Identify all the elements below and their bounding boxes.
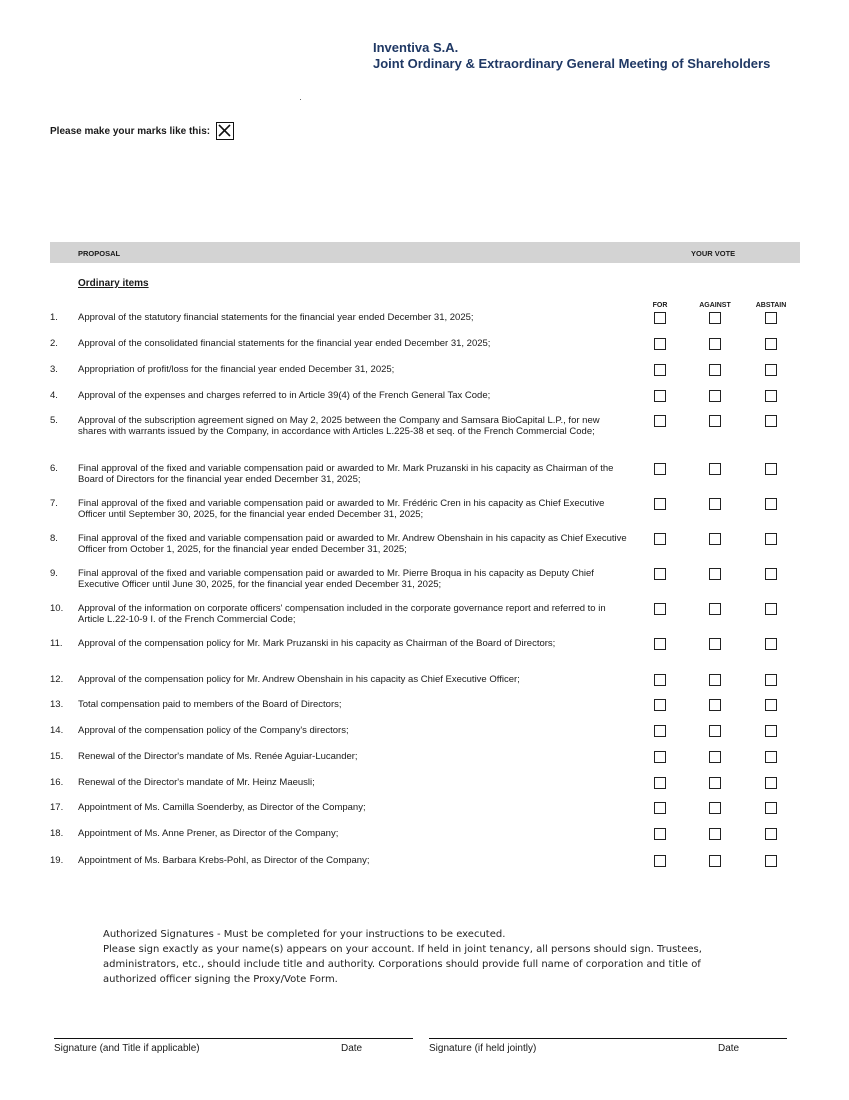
document-header [373, 40, 770, 72]
date-1-label: Date [341, 1043, 363, 1054]
proposal-text: Approval of the consolidated financial statements for the financial year ended December 31, 2025; [78, 338, 491, 349]
section-title: Ordinary items [78, 278, 149, 289]
proposal-text: Renewal of the Director's mandate of Mr. Heinz Maeusli; [78, 777, 315, 788]
vote-abstain-checkbox[interactable] [765, 751, 777, 763]
proposal-text: Appointment of Ms. Barbara Krebs-Pohl, as Director of the Company; [78, 855, 370, 866]
vote-abstain-checkbox[interactable] [765, 390, 777, 402]
vote-abstain-checkbox[interactable] [765, 699, 777, 711]
signature-line-1[interactable] [54, 1038, 413, 1039]
proposal-number: 9. [50, 568, 58, 579]
vote-against-checkbox[interactable] [709, 638, 721, 650]
vote-against-checkbox[interactable] [709, 312, 721, 324]
column-against: AGAINST [699, 302, 731, 309]
proposal-number: 11. [50, 638, 63, 649]
vote-against-checkbox[interactable] [709, 338, 721, 350]
vote-for-checkbox[interactable] [654, 751, 666, 763]
proposal-text: Appointment of Ms. Anne Prener, as Director of the Company; [78, 828, 339, 839]
vote-against-checkbox[interactable] [709, 828, 721, 840]
proposal-text: Final approval of the fixed and variable compensation paid or awarded to Mr. Mark Pruzanski in his capacity as Chairman of the Board of Directors for the financial year ended December 31, 2025; [78, 463, 614, 485]
proposal-text: Approval of the expenses and charges referred to in Article 39(4) of the French General Tax Code; [78, 390, 491, 401]
proposal-number: 17. [50, 802, 64, 813]
meeting-title: Joint Ordinary & Extraordinary General Meeting of Shareholders [373, 56, 771, 71]
proposal-number: 8. [50, 533, 58, 544]
vote-abstain-checkbox[interactable] [765, 603, 777, 615]
proposal-number: 4. [50, 390, 58, 401]
vote-against-checkbox[interactable] [709, 603, 721, 615]
vote-for-checkbox[interactable] [654, 638, 666, 650]
proposal-text: Appropriation of profit/loss for the financial year ended December 31, 2025; [78, 364, 395, 375]
proposal-text: Final approval of the fixed and variable compensation paid or awarded to Mr. Pierre Broqua in his capacity as Deputy Chief Executive Officer until June 30, 2025, for the financial year ended December 31, 2025; [78, 568, 594, 590]
proposal-number: 18. [50, 828, 64, 839]
column-abstain: ABSTAIN [755, 302, 787, 309]
vote-for-checkbox[interactable] [654, 725, 666, 737]
proposal-text: Final approval of the fixed and variable compensation paid or awarded to Mr. Frédéric Cren in his capacity as Chief Executive Officer until September 30, 2025, for the financial year ended December 31, 2025; [78, 498, 605, 520]
proposal-text: Renewal of the Director's mandate of Ms. Renée Aguiar-Lucander; [78, 751, 358, 762]
proposal-text: Final approval of the fixed and variable compensation paid or awarded to Mr. Andrew Obenshain in his capacity as Chief Executive Officer from October 1, 2025, for the financial year ended December 31, 2025; [78, 533, 627, 555]
proposal-number: 12. [50, 674, 64, 685]
vote-abstain-checkbox[interactable] [765, 568, 777, 580]
vote-against-checkbox[interactable] [709, 415, 721, 427]
proposal-number: 3. [50, 364, 58, 375]
vote-abstain-checkbox[interactable] [765, 725, 777, 737]
proposal-text: Approval of the subscription agreement signed on May 2, 2025 between the Company and Samsara BioCapital L.P., for new shares with warrants issued by the Company, in accordance with Articles L.225-38 et seq. of the French Commercial Code; [78, 415, 600, 437]
vote-for-checkbox[interactable] [654, 802, 666, 814]
proposal-text: Appointment of Ms. Camilla Soenderby, as Director of the Company; [78, 802, 366, 813]
vote-for-checkbox[interactable] [654, 855, 666, 867]
vote-against-checkbox[interactable] [709, 751, 721, 763]
vote-against-checkbox[interactable] [709, 725, 721, 737]
vote-against-checkbox[interactable] [709, 777, 721, 789]
sample-checked-box-icon [216, 122, 234, 140]
vote-against-checkbox[interactable] [709, 364, 721, 376]
vote-abstain-checkbox[interactable] [765, 498, 777, 510]
vote-abstain-checkbox[interactable] [765, 312, 777, 324]
proposal-number: 14. [50, 725, 64, 736]
proposal-number: 1. [50, 312, 58, 323]
vote-abstain-checkbox[interactable] [765, 338, 777, 350]
vote-abstain-checkbox[interactable] [765, 533, 777, 545]
vote-for-checkbox[interactable] [654, 777, 666, 789]
vote-abstain-checkbox[interactable] [765, 364, 777, 376]
vote-abstain-checkbox[interactable] [765, 802, 777, 814]
proposal-number: 15. [50, 751, 64, 762]
proposal-text: Total compensation paid to members of the Board of Directors; [78, 699, 342, 710]
vote-against-checkbox[interactable] [709, 674, 721, 686]
vote-for-checkbox[interactable] [654, 390, 666, 402]
vote-for-checkbox[interactable] [654, 338, 666, 350]
column-for: FOR [652, 302, 668, 309]
marks-label: Please make your marks like this: [50, 125, 211, 137]
proposal-number: 13. [50, 699, 64, 710]
vote-against-checkbox[interactable] [709, 699, 721, 711]
proposal-number: 16. [50, 777, 64, 788]
vote-for-checkbox[interactable] [654, 498, 666, 510]
proposal-text: Approval of the compensation policy for Mr. Mark Pruzanski in his capacity as Chairman of the Board of Directors; [78, 638, 556, 649]
vote-for-checkbox[interactable] [654, 699, 666, 711]
table-header-band [50, 242, 800, 263]
vote-abstain-checkbox[interactable] [765, 415, 777, 427]
vote-abstain-checkbox[interactable] [765, 463, 777, 475]
vote-against-checkbox[interactable] [709, 498, 721, 510]
vote-against-checkbox[interactable] [709, 802, 721, 814]
signature-2-label: Signature (if held jointly) [429, 1043, 537, 1054]
vote-for-checkbox[interactable] [654, 828, 666, 840]
vote-abstain-checkbox[interactable] [765, 674, 777, 686]
vote-for-checkbox[interactable] [654, 463, 666, 475]
vote-for-checkbox[interactable] [654, 603, 666, 615]
proposal-number: 10. [50, 603, 64, 614]
proposal-number: 5. [50, 415, 58, 426]
proposal-number: 2. [50, 338, 58, 349]
vote-for-checkbox[interactable] [654, 312, 666, 324]
vote-for-checkbox[interactable] [654, 364, 666, 376]
vote-for-checkbox[interactable] [654, 674, 666, 686]
vote-abstain-checkbox[interactable] [765, 638, 777, 650]
vote-against-checkbox[interactable] [709, 463, 721, 475]
date-2-label: Date [718, 1043, 740, 1054]
stray-dot [300, 99, 301, 100]
proposal-number: 19. [50, 855, 64, 866]
vote-for-checkbox[interactable] [654, 533, 666, 545]
signature-instructions [103, 927, 743, 987]
signature-guidance: Please sign exactly as your name(s) appears on your account. If held in joint tenancy, all persons should sign. Trustees, administrators, etc., should include title and authority. Corporations should provide full name of corporation and title of authorized officer signing the Proxy/Vote Form. [103, 944, 702, 985]
proposal-text: Approval of the information on corporate officers' compensation included in the corporate governance report and referred to in Article L.22-10-9 I. of the French Commercial Code; [78, 603, 606, 625]
proposal-text: Approval of the compensation policy of the Company's directors; [78, 725, 349, 736]
proposal-header: PROPOSAL [78, 249, 121, 258]
proposal-number: 7. [50, 498, 58, 509]
vote-against-checkbox[interactable] [709, 533, 721, 545]
vote-for-checkbox[interactable] [654, 568, 666, 580]
proposal-text: Approval of the compensation policy for Mr. Andrew Obenshain in his capacity as Chief Executive Officer; [78, 674, 520, 685]
vote-for-checkbox[interactable] [654, 415, 666, 427]
vote-abstain-checkbox[interactable] [765, 828, 777, 840]
your-vote-header: YOUR VOTE [691, 249, 736, 258]
proposal-text: Approval of the statutory financial statements for the financial year ended December 31, 2025; [78, 312, 474, 323]
vote-abstain-checkbox[interactable] [765, 855, 777, 867]
signature-1-label: Signature (and Title if applicable) [54, 1043, 200, 1054]
proposal-number: 6. [50, 463, 58, 474]
vote-against-checkbox[interactable] [709, 855, 721, 867]
company-name: Inventiva S.A. [373, 40, 459, 55]
vote-against-checkbox[interactable] [709, 568, 721, 580]
marks-instruction [50, 122, 234, 140]
vote-against-checkbox[interactable] [709, 390, 721, 402]
signature-line-2[interactable] [429, 1038, 787, 1039]
vote-abstain-checkbox[interactable] [765, 777, 777, 789]
signature-heading: Authorized Signatures - Must be completed for your instructions to be executed. [103, 929, 506, 940]
